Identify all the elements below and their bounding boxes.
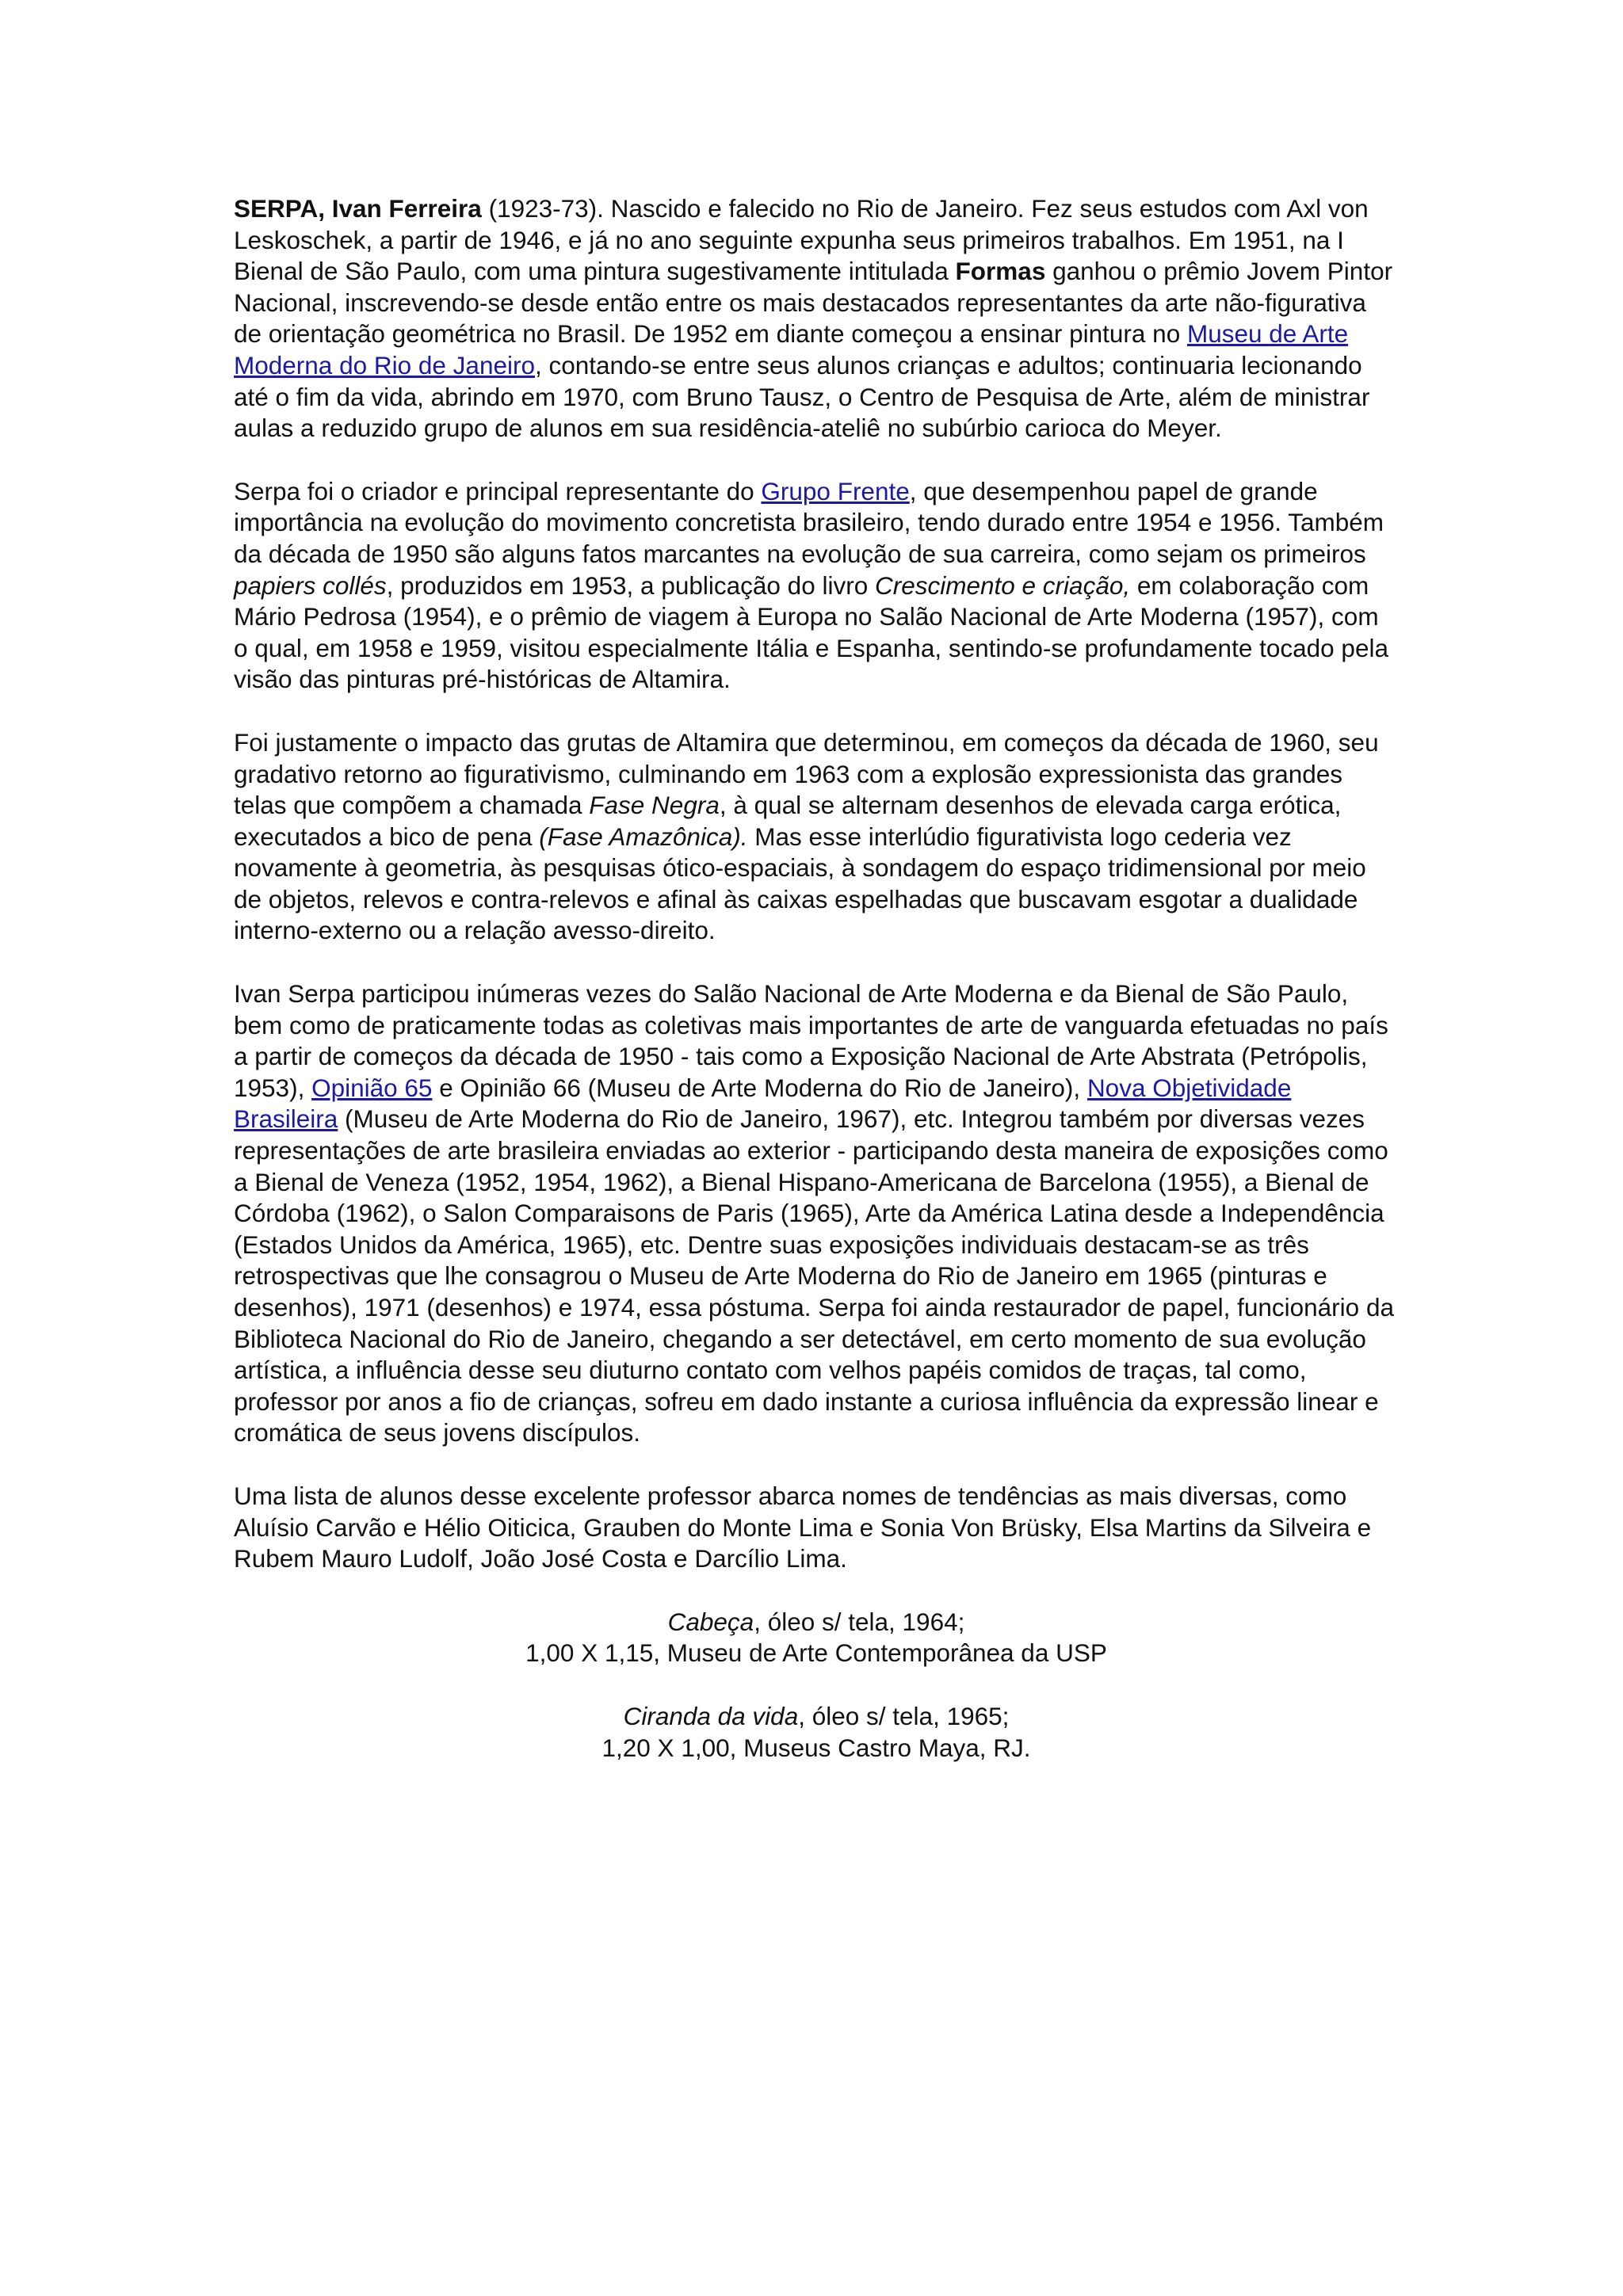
artwork-caption [234,1607,1399,1669]
text-span: , à qual se alternam desenhos de elevada carga erótica, executados a bico de pena [234,791,1342,851]
article-body [234,193,1399,1795]
link-nova-objetividade-brasileira[interactable]: Nova Objetividade Brasileira [234,1073,1292,1134]
caption-line: 1,00 X 1,15, Museu de Arte Contemporânea da USP [525,1638,1107,1668]
caption-details: , óleo s/ tela, 1964; [754,1607,965,1636]
link-museu-arte-moderna[interactable]: Museu de Arte Moderna do Rio de Janeiro [234,319,1349,379]
text-span: Ivan Serpa participou inúmeras vezes do Salão Nacional de Arte Moderna e da Bienal de São Paulo, bem como de praticamente todas as coletivas mais importantes de arte de vanguarda efetuadas no país a partir de começos da década de 1950 - tais como a Exposição Nacional de Arte Abstrata (Petrópolis, 1953), [234,979,1388,1102]
link-opiniao-65[interactable]: Opinião 65 [311,1073,433,1102]
paragraph-altamira [234,727,1399,947]
text-span: em colaboração com Mário Pedrosa (1954), e o prêmio de viagem à Europa no Salão Nacional de Arte Moderna (1957), com o qual, em 1958 e 1959, visitou especialmente Itália e Espanha, sentindo-se profundamente tocado pela visão das pinturas pré-históricas de Altamira. [234,570,1388,694]
paragraph-students [234,1481,1399,1575]
text-span: Foi justamente o impacto das grutas de Altamira que determinou, em começos da década de 1960, seu gradativo retorno ao figurativismo, culminando em 1963 com a explosão expressionista das grandes telas que compõem a chamada [234,727,1379,820]
paragraph-grupo-frente [234,476,1399,696]
caption-line [234,1701,1399,1733]
text-span: (Museu de Arte Moderna do Rio de Janeiro, 1967), etc. Integrou também por diversas vezes representações de arte brasileira enviadas ao exterior - participando desta maneira de exposições como a Bienal de Veneza (1952, 1954, 1962), a Bienal Hispano-Americana de Barcelona (1955), a Bienal de Córdoba (1962), o Salon Comparaisons de Paris (1965), Arte da América Latina desde a Independência (Estados Unidos da América, 1965), etc. Dentre suas exposições individuais destacam-se as três retrospectivas que lhe consagrou o Museu de Arte Moderna do Rio de Janeiro em 1965 (pinturas e desenhos), 1971 (desenhos) e 1974, essa póstuma. Serpa foi ainda restaurador de papel, funcionário da Biblioteca Nacional do Rio de Janeiro, chegando a ser detectável, em certo momento de sua evolução artística, a influência desse seu diuturno contato com velhos papéis comidos de traças, tal como, professor por anos a fio de crianças, sofreu em dado instante a curiosa influência da expressão linear e cromática de seus jovens discípulos. [234,1104,1394,1447]
text-span: (1923-73). Nascido e falecido no Rio de Janeiro. Fez seus estudos com Axl von Leskoschek, a partir de 1946, e já no ano seguinte expunha seus primeiros trabalhos. Em 1951, na I Bienal de São Paulo, com uma pintura sugestivamente intitulada [234,194,1369,286]
paragraph-exhibitions [234,978,1399,1449]
book-title: Crescimento e criação, [874,570,1131,600]
text-span: , que desempenhou papel de grande importância na evolução do movimento concretista brasileiro, tendo durado entre 1954 e 1956. Também da década de 1950 são alguns fatos marcantes na evolução de sua carreira, como sejam os primeiros [234,476,1384,568]
artwork-caption [234,1701,1399,1764]
text-span: Uma lista de alunos desse excelente professor abarca nomes de tendências as mais diversas, como Aluísio Carvão e Hélio Oiticica, Grauben do Monte Lima e Sonia Von Brüsky, Elsa Martins da Silveira e Rubem Mauro Ludolf, João José Costa e Darcílio Lima. [234,1481,1372,1573]
caption-title: Ciranda da vida [623,1701,799,1730]
artwork-title: Formas [955,257,1046,286]
text-span: Serpa foi o criador e principal representante do [234,476,762,505]
caption-details: , óleo s/ tela, 1965; [798,1701,1010,1730]
text-span: , contando-se entre seus alunos crianças e adultos; continuaria lecionando até o fim da vida, abrindo em 1970, com Bruno Tausz, o Centro de Pesquisa de Arte, além de ministrar aulas a reduzido grupo de alunos em sua residência-ateliê no subúrbio carioca do Meyer. [234,350,1370,443]
link-grupo-frente[interactable]: Grupo Frente [761,476,910,505]
text-span: Mas esse interlúdio figurativista logo cederia vez novamente à geometria, às pesquisas ótico-espaciais, à sondagem do espaço tridimensional por meio de objetos, relevos e contra-relevos e afinal às caixas espelhadas que buscavam esgotar a dualidade interno-externo ou a relação avesso-direito. [234,822,1366,945]
paragraph-intro [234,193,1399,444]
caption-line [234,1607,1399,1638]
italic-term: papiers collés [234,570,387,600]
text-span: , produzidos em 1953, a publicação do livro [386,570,875,600]
caption-title: Cabeça [667,1607,754,1636]
italic-term: Fase Negra [589,791,720,820]
caption-line: 1,20 X 1,00, Museus Castro Maya, RJ. [601,1733,1031,1762]
text-span: e Opinião 66 (Museu de Arte Moderna do Rio de Janeiro), [432,1073,1087,1102]
italic-term: (Fase Amazônica). [539,822,748,851]
artist-name: SERPA, Ivan Ferreira [234,194,482,223]
text-span: ganhou o prêmio Jovem Pintor Nacional, inscrevendo-se desde então entre os mais destacados representantes da arte não-figurativa de orientação geométrica no Brasil. De 1952 em diante começou a ensinar pintura no [234,257,1393,349]
